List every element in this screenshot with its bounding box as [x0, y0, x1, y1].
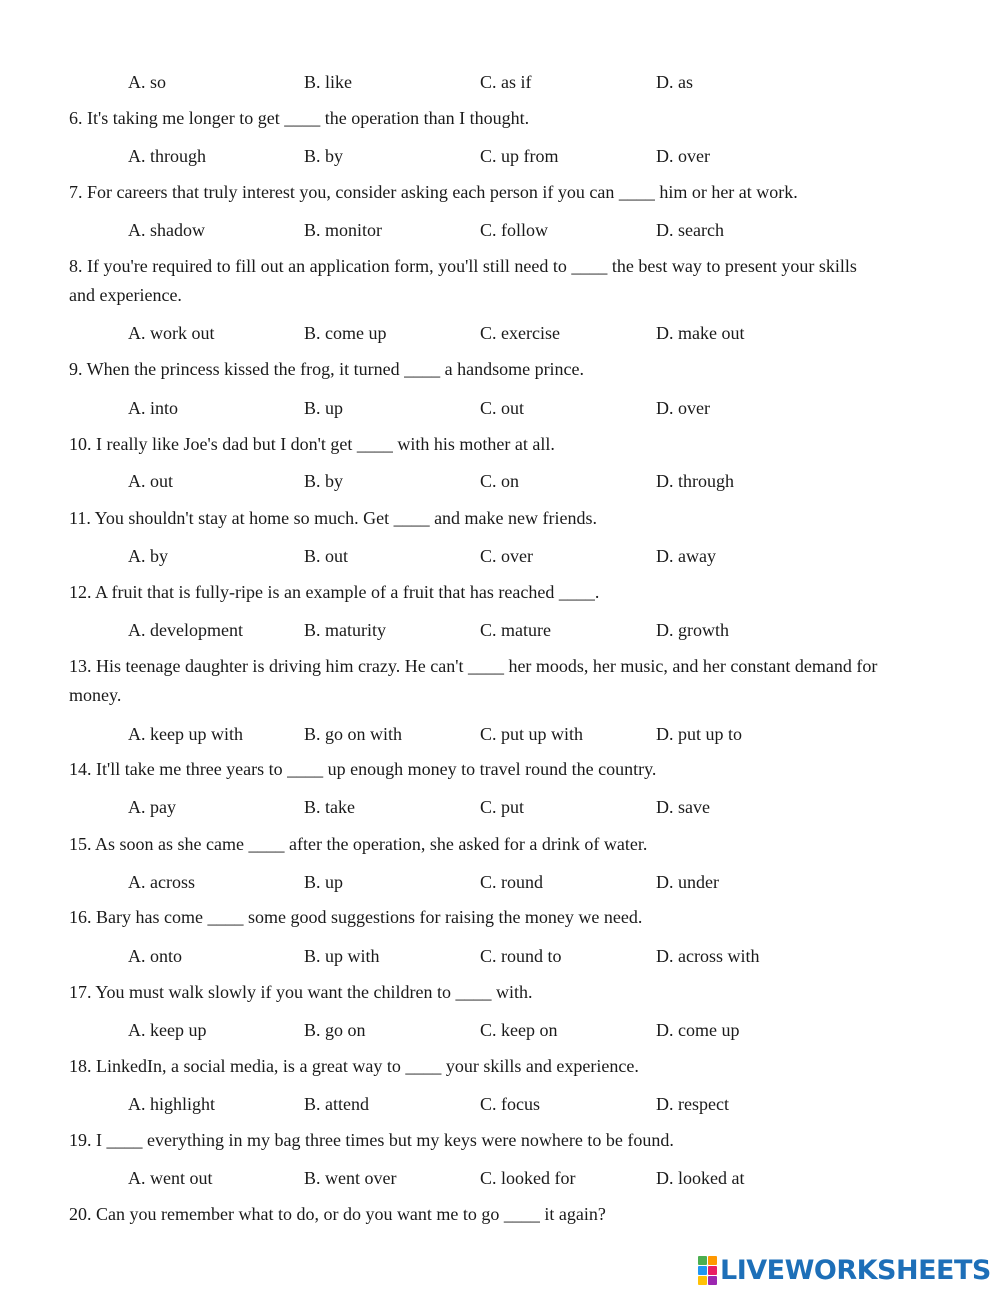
option-d: D. over [656, 146, 710, 166]
option-d: D. away [656, 546, 716, 566]
question-6-stem: 6. It's taking me longer to get ____ the operation than I thought. [69, 108, 530, 128]
question-7-stem: 7. For careers that truly interest you, consider asking each person if you can ____ him or her at work. [69, 182, 798, 202]
option-b: B. by [304, 471, 344, 491]
option-d: D. respect [656, 1094, 729, 1114]
question-20-stem: 20. Can you remember what to do, or do you want me to go ____ it again? [69, 1204, 606, 1224]
option-a: A. so [128, 72, 167, 92]
question-10-stem: 10. I really like Joe's dad but I don't get ____ with his mother at all. [69, 434, 555, 454]
option-b: B. go on [304, 1020, 366, 1040]
question-11-stem: 11. You shouldn't stay at home so much. Get ____ and make new friends. [69, 508, 598, 528]
option-d: D. looked at [656, 1168, 745, 1188]
option-a: A. keep up with [128, 724, 243, 744]
option-c: C. put [480, 797, 525, 817]
question-8-stem-line1: 8. If you're required to fill out an application form, you'll still need to ____ the best way to present your skills [69, 256, 857, 276]
option-a: A. pay [128, 797, 176, 817]
option-b: B. up with [304, 946, 380, 966]
question-13-stem-line2: money. [69, 685, 122, 705]
option-b: B. up [304, 398, 344, 418]
option-c: C. on [480, 471, 520, 491]
option-c: C. round to [480, 946, 562, 966]
option-d: D. search [656, 220, 724, 240]
option-a: A. through [128, 146, 206, 166]
option-a: A. by [128, 546, 168, 566]
option-a: A. keep up [128, 1020, 207, 1040]
option-a: A. highlight [128, 1094, 216, 1114]
question-9-stem: 9. When the princess kissed the frog, it turned ____ a handsome prince. [69, 359, 585, 379]
question-18-stem: 18. LinkedIn, a social media, is a great way to ____ your skills and experience. [69, 1056, 639, 1076]
option-b: B. come up [304, 323, 387, 343]
option-d: D. across with [656, 946, 760, 966]
option-d: D. come up [656, 1020, 740, 1040]
option-b: B. take [304, 797, 355, 817]
option-c: C. as if [480, 72, 532, 92]
question-8-stem-line2: and experience. [69, 285, 182, 305]
option-d: D. through [656, 471, 734, 491]
option-c: C. round [480, 872, 543, 892]
question-16-stem: 16. Bary has come ____ some good suggestions for raising the money we need. [69, 907, 643, 927]
option-a: A. work out [128, 323, 215, 343]
question-14-stem: 14. It'll take me three years to ____ up enough money to travel round the country. [69, 759, 657, 779]
question-15-stem: 15. As soon as she came ____ after the operation, she asked for a drink of water. [69, 834, 648, 854]
option-b: B. attend [304, 1094, 369, 1114]
option-a: A. out [128, 471, 173, 491]
option-b: B. like [304, 72, 352, 92]
option-c: C. up from [480, 146, 559, 166]
option-b: B. went over [304, 1168, 397, 1188]
option-a: A. across [128, 872, 195, 892]
question-12-stem: 12. A fruit that is fully-ripe is an example of a fruit that has reached ____. [69, 582, 600, 602]
logo-squares-icon [698, 1256, 717, 1285]
option-b: B. monitor [304, 220, 383, 240]
option-c: C. mature [480, 620, 551, 640]
option-d: D. put up to [656, 724, 743, 744]
logo-text: LIVEWORKSHEETS [720, 1254, 991, 1286]
option-b: B. up [304, 872, 344, 892]
question-13-stem-line1: 13. His teenage daughter is driving him crazy. He can't ____ her moods, her music, and her constant demand for [69, 656, 878, 676]
option-b: B. by [304, 146, 344, 166]
option-d: D. save [656, 797, 710, 817]
option-c: C. focus [480, 1094, 540, 1114]
option-c: C. keep on [480, 1020, 558, 1040]
option-d: D. as [656, 72, 693, 92]
option-a: A. into [128, 398, 179, 418]
option-d: D. make out [656, 323, 745, 343]
question-17-stem: 17. You must walk slowly if you want the children to ____ with. [69, 982, 533, 1002]
option-c: C. put up with [480, 724, 584, 744]
option-b: B. go on with [304, 724, 403, 744]
option-d: D. over [656, 398, 710, 418]
option-c: C. follow [480, 220, 549, 240]
option-b: B. maturity [304, 620, 386, 640]
option-a: A. development [128, 620, 243, 640]
option-d: D. under [656, 872, 719, 892]
option-c: C. over [480, 546, 533, 566]
option-a: A. went out [128, 1168, 213, 1188]
option-a: A. onto [128, 946, 182, 966]
liveworksheets-logo [698, 1253, 991, 1287]
option-b: B. out [304, 546, 349, 566]
option-c: C. looked for [480, 1168, 576, 1188]
option-d: D. growth [656, 620, 729, 640]
option-c: C. out [480, 398, 525, 418]
option-a: A. shadow [128, 220, 205, 240]
option-c: C. exercise [480, 323, 560, 343]
question-19-stem: 19. I ____ everything in my bag three times but my keys were nowhere to be found. [69, 1130, 674, 1150]
